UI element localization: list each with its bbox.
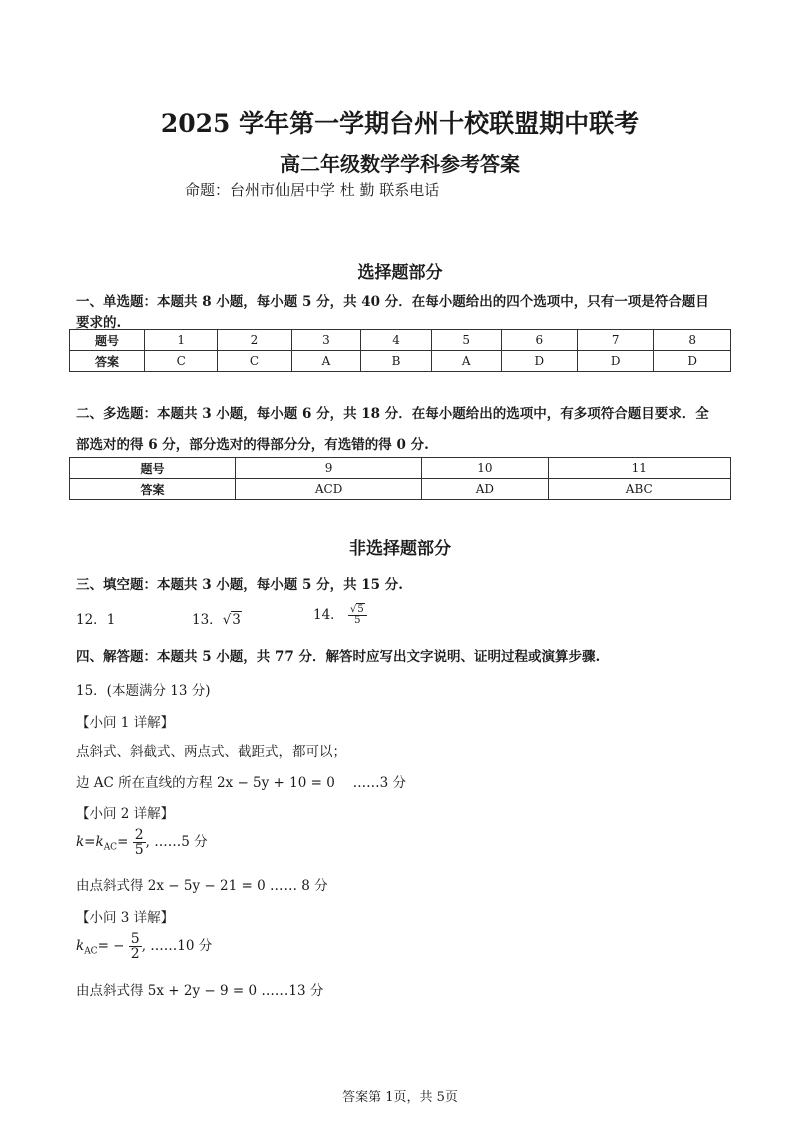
question-number-cell: 11	[548, 458, 731, 479]
question-number-cell: 8	[654, 330, 731, 351]
answer-cell: C	[145, 351, 218, 372]
answer-row	[70, 479, 731, 500]
sqrt-sign-icon: √	[222, 612, 232, 628]
single-choice-intro-cont: 要求的.	[76, 315, 122, 331]
sub1-line2: 边 AC 所在直线的方程 2x − 5y + 10 = 0 ……3 分	[76, 775, 406, 791]
multi-choice-intro-cont: 部选对的得 6 分，部分选对的得部分分，有选错的得 0 分.	[76, 437, 429, 453]
multi-choice-answer-table	[69, 457, 731, 500]
fraction: $\frac{5}{2}$	[130, 931, 140, 962]
sqrt-sign-icon: √	[349, 604, 357, 615]
sub2-slope: $k=k_{AC}=$ $\frac{2}{5}$ , ……5 分	[76, 827, 208, 858]
answer-cell: D	[578, 351, 654, 372]
answer-cell: B	[361, 351, 432, 372]
question-number-cell: 1	[145, 330, 218, 351]
document-title: 2025 学年第一学期台州十校联盟期中联考	[160, 109, 640, 138]
answer-label: 答案	[70, 479, 236, 500]
fill-answer-12: 12．1	[76, 612, 116, 628]
sub3-line2: 由点斜式得 5x + 2y − 9 = 0 ……13 分	[76, 983, 324, 999]
question-number-cell: 9	[236, 458, 422, 479]
sub3-slope: $k_{AC}=$ − $\frac{5}{2}$ , ……10 分	[76, 931, 213, 962]
fraction: $\frac{√5}{5}$	[348, 605, 367, 626]
multi-choice-intro: 二、多选题：本题共 3 小题，每小题 6 分，共 18 分．在每小题给出的选项中，有多项符合题目要求．全	[76, 406, 709, 422]
solve-intro: 四、解答题：本题共 5 小题，共 77 分．解答时应写出文字说明、证明过程或演算步骤.	[76, 649, 601, 665]
nonchoice-section-heading: 非选择题部分	[349, 539, 451, 559]
q15-header: 15．(本题满分 13 分)	[76, 683, 211, 699]
sub2-title: 【小问 2 详解】	[76, 806, 175, 822]
question-number-label: 题号	[70, 458, 236, 479]
question-number-cell: 2	[218, 330, 291, 351]
sub2-line2: 由点斜式得 2x − 5y − 21 = 0 …… 8 分	[76, 878, 328, 894]
sub1-line1: 点斜式、斜截式、两点式、截距式，都可以；	[76, 744, 346, 760]
question-number-cell: 3	[291, 330, 361, 351]
choice-section-heading: 选择题部分	[357, 263, 443, 283]
question-number-cell: 5	[431, 330, 501, 351]
question-number-cell: 7	[578, 330, 654, 351]
answer-cell: ABC	[548, 479, 731, 500]
truncated-author-line: 命题：台州市仙居中学 杜 勤 联系电话	[185, 181, 440, 199]
document-subtitle: 高二年级数学学科参考答案	[280, 152, 520, 176]
answer-cell: ACD	[236, 479, 422, 500]
fill-blank-intro: 三、填空题：本题共 3 小题，每小题 5 分，共 15 分.	[76, 577, 403, 593]
answer-cell: D	[654, 351, 731, 372]
question-number-cell: 6	[501, 330, 577, 351]
answer-cell: AD	[422, 479, 548, 500]
sub3-title: 【小问 3 详解】	[76, 910, 175, 926]
question-number-cell: 10	[422, 458, 548, 479]
answer-row	[70, 351, 731, 372]
question-number-row	[70, 330, 731, 351]
answer-label: 答案	[70, 351, 145, 372]
question-number-row	[70, 458, 731, 479]
fill-answer-14: 14． $\frac{√5}{5}$	[313, 603, 367, 626]
fraction: $\frac{2}{5}$	[134, 827, 144, 858]
question-number-label: 题号	[70, 330, 145, 351]
answer-cell: C	[218, 351, 291, 372]
fill-answer-13: 13．√3	[192, 612, 241, 628]
page-footer: 答案第 1页，共 5页	[342, 1090, 458, 1105]
question-number-cell: 4	[361, 330, 432, 351]
answer-cell: A	[431, 351, 501, 372]
single-choice-intro: 一、单选题：本题共 8 小题，每小题 5 分，共 40 分．在每小题给出的四个选项中，只有一项是符合题目	[76, 294, 709, 310]
sub1-title: 【小问 1 详解】	[76, 715, 175, 731]
answer-cell: D	[501, 351, 577, 372]
answer-cell: A	[291, 351, 361, 372]
single-choice-answer-table	[69, 329, 731, 372]
